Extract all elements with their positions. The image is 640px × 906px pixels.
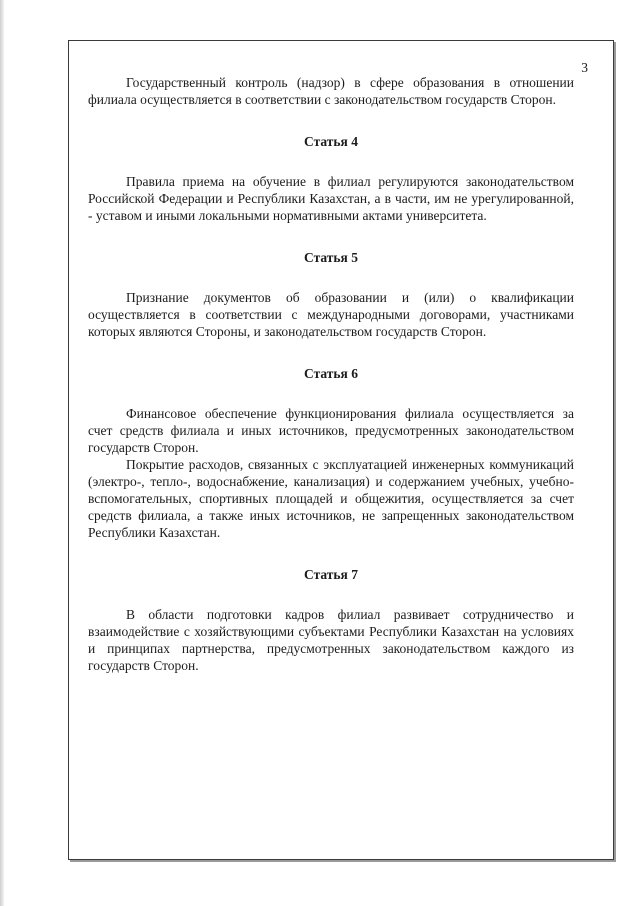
article-paragraph: Покрытие расходов, связанных с эксплуатацией инженерных коммуникаций (электро-, тепло-, водоснабжение, канализация) и содержанием учебных, учебно-вспомогательных, спортивных площадей и общежития, осуществляется за счет средств филиала, а также иных источников, не запрещенных законодательством Республики Казахстан. bbox=[88, 457, 574, 540]
article-paragraph: Правила приема на обучение в филиал регулируются законодательством Российской Федерации и Республики Казахстан, а в части, им не урегулированной, - уставом и иными локальными нормативными актами университета. bbox=[88, 174, 574, 223]
article-heading: Статья 7 bbox=[304, 567, 358, 582]
article-heading: Статья 4 bbox=[304, 134, 358, 149]
page-border-shadow bbox=[614, 42, 616, 860]
document-body bbox=[88, 74, 574, 674]
article-paragraph: Признание документов об образовании и (или) о квалификации осуществляется в соответствии с международными договорами, участниками которых являются Стороны, и законодательством государств Сторон. bbox=[88, 290, 574, 339]
article-heading: Статья 5 bbox=[304, 250, 358, 265]
scan-edge bbox=[0, 0, 4, 906]
article-paragraph: Финансовое обеспечение функционирования филиала осуществляется за счет средств филиала и иных источников, предусмотренных законодательством государств Сторон. bbox=[88, 406, 574, 455]
page-number: 3 bbox=[581, 60, 588, 75]
page-border-shadow bbox=[70, 860, 616, 862]
article-paragraph: В области подготовки кадров филиал развивает сотрудничество и взаимодействие с хозяйствующими субъектами Республики Казахстан на условиях и принципах партнерства, предусмотренных законодательством каждого из государств Сторон. bbox=[88, 607, 574, 673]
intro-paragraph: Государственный контроль (надзор) в сфере образования в отношении филиала осуществляется в соответствии с законодательством государств Сторон. bbox=[88, 75, 574, 107]
article-heading: Статья 6 bbox=[304, 366, 358, 381]
